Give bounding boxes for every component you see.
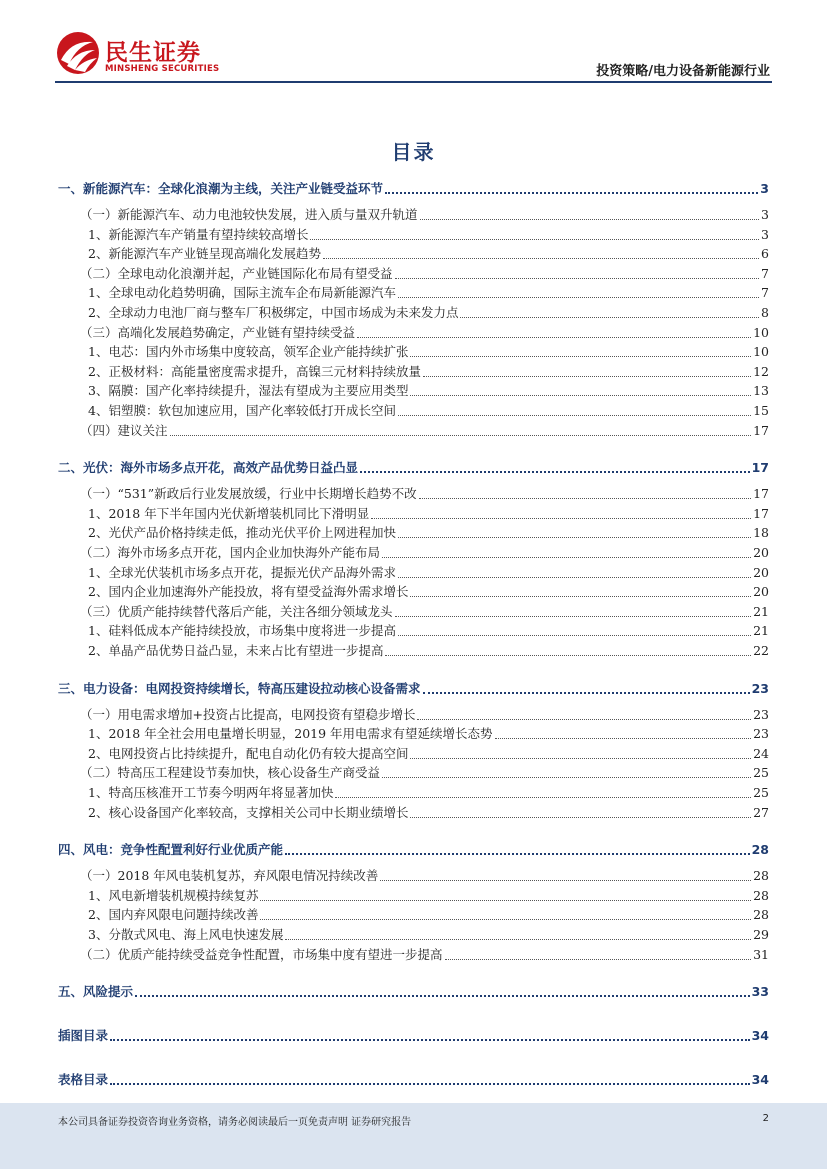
toc-entry-page: 22 (753, 643, 769, 658)
toc-entry-line (58, 1026, 769, 1046)
toc-entry[interactable] (0, 381, 827, 401)
toc-entry[interactable] (0, 523, 827, 543)
toc-entry[interactable] (0, 641, 827, 661)
page-header (0, 0, 827, 82)
toc-entry-text: （一）“531”新政后行业发展放缓，行业中长期增长趋势不改 (80, 486, 417, 501)
toc-entry-line (88, 283, 769, 303)
toc-entry-page: 20 (753, 545, 769, 560)
toc-entry-page: 20 (753, 565, 769, 580)
toc-entry-page: 13 (753, 383, 769, 398)
toc-entry-text: 一、新能源汽车：全球化浪潮为主线，关注产业链受益环节 (58, 181, 384, 196)
toc-entry[interactable] (0, 763, 827, 783)
toc-entry[interactable] (0, 323, 827, 343)
toc-leader-dots (460, 317, 759, 318)
toc-entry[interactable] (0, 925, 827, 945)
toc-entry-page: 28 (753, 868, 769, 883)
toc-leader-dots (410, 596, 751, 597)
toc-entry-text: 插图目录 (58, 1028, 109, 1043)
toc-entry-text: 2、国内企业加速海外产能投放，将有望受益海外需求增长 (88, 584, 409, 599)
toc-entry-line (58, 1070, 769, 1090)
toc-entry-line (80, 264, 769, 284)
toc-leader-dots (371, 518, 751, 519)
toc-leader-dots (423, 692, 750, 694)
toc-entry-page: 29 (753, 927, 769, 942)
toc-entry-text: 3、隔膜：国产化率持续提升，湿法有望成为主要应用类型 (88, 383, 409, 398)
toc-entry[interactable] (0, 303, 827, 323)
toc-leader-dots (285, 939, 751, 940)
toc-entry-page: 24 (753, 746, 769, 761)
toc-entry-line (88, 783, 769, 803)
toc-entry-page: 28 (753, 907, 769, 922)
report-category: 投资策略/电力设备新能源行业 (596, 64, 770, 79)
toc-leader-dots (398, 577, 751, 578)
toc-entry-line (88, 401, 769, 421)
toc-entry-page: 8 (761, 305, 769, 320)
toc-leader-dots (417, 719, 751, 720)
toc-entry[interactable] (0, 724, 827, 744)
toc-entry-page: 6 (761, 246, 769, 261)
toc-entry-text: 1、2018 年全社会用电量增长明显，2019 年用电需求有望延续增长态势 (88, 726, 493, 741)
toc-entry-text: 2、光伏产品价格持续走低，推动光伏平价上网进程加快 (88, 525, 396, 540)
toc-entry-text: 1、全球电动化趋势明确，国际主流车企布局新能源汽车 (88, 285, 396, 300)
toc-entry[interactable] (0, 543, 827, 563)
toc-entry[interactable] (0, 504, 827, 524)
toc-entry[interactable] (0, 179, 827, 199)
toc-entry[interactable] (0, 342, 827, 362)
toc-entry-page: 17 (753, 423, 769, 438)
toc-entry[interactable] (0, 744, 827, 764)
company-logo (55, 30, 220, 80)
toc-entry[interactable] (0, 803, 827, 823)
toc-leader-dots (398, 297, 759, 298)
toc-entry-line (80, 543, 769, 563)
toc-entry-line (80, 945, 769, 965)
toc-entry-line (88, 621, 769, 641)
toc-entry[interactable] (0, 621, 827, 641)
toc-leader-dots (419, 498, 751, 499)
toc-entry-line (58, 982, 769, 1002)
toc-entry-page: 7 (761, 266, 769, 281)
toc-leader-dots (323, 258, 759, 259)
toc-entry-text: （三）优质产能持续替代落后产能，关注各细分领域龙头 (80, 604, 393, 619)
toc-entry-page: 23 (753, 707, 769, 722)
toc-entry[interactable] (0, 866, 827, 886)
toc-entry-text: 1、新能源汽车产销量有望持续较高增长 (88, 227, 309, 242)
toc-entry-text: 2、全球动力电池厂商与整车厂积极绑定，中国市场成为未来发力点 (88, 305, 459, 320)
toc-entry-line (80, 421, 769, 441)
toc-entry-line (88, 582, 769, 602)
toc-entry-text: 四、风电：竞争性配置利好行业优质产能 (58, 842, 284, 857)
toc-entry-page: 17 (753, 486, 769, 501)
toc-entry-page: 21 (753, 623, 769, 638)
toc-entry[interactable] (0, 679, 827, 699)
logo-english-name: MINSHENG SECURITIES (105, 64, 220, 74)
toc-entry-text: 2、核心设备国产化率较高，支撑相关公司中长期业绩增长 (88, 805, 409, 820)
logo-chinese-name: 民生证券 (105, 40, 201, 66)
toc-entry-line (80, 205, 769, 225)
toc-entry-page: 25 (753, 785, 769, 800)
toc-entry-page: 34 (751, 1072, 769, 1087)
toc-entry-line (88, 362, 769, 382)
toc-entry-text: 2、新能源汽车产业链呈现高端化发展趋势 (88, 246, 321, 261)
toc-leader-dots (260, 900, 751, 901)
toc-entry-text: （四）建议关注 (80, 423, 168, 438)
toc-entry-line (88, 303, 769, 323)
toc-entry-page: 17 (751, 460, 769, 475)
toc-entry-text: 3、分散式风电、海上风电快速发展 (88, 927, 284, 942)
toc-entry[interactable] (0, 602, 827, 622)
toc-entry-text: （一）用电需求增加+投资占比提高，电网投资有望稳步增长 (80, 707, 416, 722)
toc-entry-line (80, 602, 769, 622)
toc-entry-text: 五、风险提示 (58, 984, 134, 999)
toc-entry-page: 7 (761, 285, 769, 300)
toc-leader-dots (380, 880, 751, 881)
toc-entry-page: 3 (761, 227, 769, 242)
toc-entry[interactable] (0, 283, 827, 303)
toc-leader-dots (398, 415, 751, 416)
toc-leader-dots (335, 797, 751, 798)
toc-entry-page: 12 (753, 364, 769, 379)
minsheng-logo-icon (55, 30, 101, 76)
toc-leader-dots (110, 1039, 750, 1041)
toc-entry-page: 31 (753, 947, 769, 962)
toc-entry-page: 10 (753, 344, 769, 359)
toc-entry-line (88, 342, 769, 362)
toc-entry-line (88, 381, 769, 401)
toc-leader-dots (385, 192, 758, 194)
toc-entry-page: 10 (753, 325, 769, 340)
toc-entry-text: 1、硅料低成本产能持续投放，市场集中度将进一步提高 (88, 623, 396, 638)
toc-entry-page: 21 (753, 604, 769, 619)
toc-entry[interactable] (0, 458, 827, 478)
toc-entry-text: 1、特高压核准开工节奏今明两年将显著加快 (88, 785, 334, 800)
toc-entry-line (80, 484, 769, 504)
toc-entry-page: 23 (751, 681, 769, 696)
toc-entry-page: 3 (760, 181, 769, 196)
footer-disclaimer: 本公司具备证券投资咨询业务资格，请务必阅读最后一页免责声明 证券研究报告 (58, 1117, 412, 1128)
toc-entry[interactable] (0, 563, 827, 583)
toc-leader-dots (410, 817, 751, 818)
toc-entry-text: 2、国内弃风限电问题持续改善 (88, 907, 259, 922)
toc-leader-dots (398, 635, 751, 636)
toc-leader-dots (260, 919, 751, 920)
page-footer (0, 1103, 827, 1169)
toc-entry-line (88, 886, 769, 906)
toc-entry[interactable] (0, 264, 827, 284)
toc-entry-page: 18 (753, 525, 769, 540)
toc-leader-dots (445, 959, 752, 960)
toc-leader-dots (410, 758, 751, 759)
toc-leader-dots (110, 1083, 750, 1085)
toc-entry-line (88, 225, 769, 245)
toc-entry-line (80, 866, 769, 886)
toc-leader-dots (398, 537, 751, 538)
toc-entry-page: 34 (751, 1028, 769, 1043)
toc-leader-dots (135, 995, 750, 997)
toc-entry-line (88, 504, 769, 524)
toc-entry-line (88, 905, 769, 925)
toc-entry-text: （二）优质产能持续受益竞争性配置，市场集中度有望进一步提高 (80, 947, 443, 962)
toc-entry-page: 33 (751, 984, 769, 999)
toc-entry[interactable] (0, 225, 827, 245)
toc-leader-dots (170, 435, 752, 436)
toc-entry[interactable] (0, 886, 827, 906)
toc-leader-dots (360, 471, 750, 473)
toc-entry-page: 17 (753, 506, 769, 521)
toc-entry-line (88, 523, 769, 543)
toc-leader-dots (285, 853, 750, 855)
toc-entry[interactable] (0, 421, 827, 441)
toc-entry-line (88, 641, 769, 661)
toc-entry-text: （三）高端化发展趋势确定，产业链有望持续受益 (80, 325, 356, 340)
toc-entry-page: 15 (753, 403, 769, 418)
toc-entry-page: 28 (753, 888, 769, 903)
toc-leader-dots (395, 278, 760, 279)
toc-leader-dots (423, 376, 751, 377)
toc-leader-dots (420, 219, 760, 220)
toc-entry-line (80, 323, 769, 343)
toc-title: 目录 (391, 140, 436, 164)
toc-entry-line (88, 724, 769, 744)
toc-entry-line (88, 563, 769, 583)
toc-entry-line (80, 763, 769, 783)
toc-entry-text: 1、风电新增装机规模持续复苏 (88, 888, 259, 903)
toc-entry-text: 1、2018 年下半年国内光伏新增装机同比下滑明显 (88, 506, 370, 521)
toc-entry[interactable] (0, 1026, 827, 1046)
toc-leader-dots (382, 777, 751, 778)
toc-entry-text: （二）全球电动化浪潮并起，产业链国际化布局有望受益 (80, 266, 393, 281)
header-divider (55, 81, 772, 83)
toc-entry-line (58, 840, 769, 860)
toc-entry[interactable] (0, 1070, 827, 1090)
toc-leader-dots (357, 337, 751, 338)
toc-entry[interactable] (0, 840, 827, 860)
toc-entry-page: 3 (761, 207, 769, 222)
toc-leader-dots (395, 616, 752, 617)
toc-entry-line (88, 744, 769, 764)
toc-entry[interactable] (0, 783, 827, 803)
toc-entry-text: 2、单晶产品优势日益凸显，未来占比有望进一步提高 (88, 643, 384, 658)
toc-entry-text: （二）特高压工程建设节奏加快，核心设备生产商受益 (80, 765, 381, 780)
toc-entry-line (58, 679, 769, 699)
toc-entry-text: （一）新能源汽车、动力电池较快发展，进入质与量双升轨道 (80, 207, 418, 222)
toc-entry[interactable] (0, 205, 827, 225)
page-number: 2 (762, 1113, 769, 1124)
toc-entry-text: 三、电力设备：电网投资持续增长，特高压建设拉动核心设备需求 (58, 681, 421, 696)
toc-entry[interactable] (0, 401, 827, 421)
toc-entry-text: 1、电芯：国内外市场集中度较高，领军企业产能持续扩张 (88, 344, 409, 359)
toc-entry[interactable] (0, 484, 827, 504)
toc-leader-dots (410, 356, 751, 357)
toc-entry-line (88, 803, 769, 823)
toc-entry-page: 20 (753, 584, 769, 599)
toc-entry-page: 25 (753, 765, 769, 780)
toc-entry[interactable] (0, 582, 827, 602)
toc-entry-text: 表格目录 (58, 1072, 109, 1087)
toc-entry-page: 27 (753, 805, 769, 820)
toc-entry[interactable] (0, 945, 827, 965)
toc-entry-text: 2、正极材料：高能量密度需求提升，高镍三元材料持续放量 (88, 364, 421, 379)
toc-entry[interactable] (0, 362, 827, 382)
toc-leader-dots (385, 655, 751, 656)
toc-entry-line (88, 925, 769, 945)
toc-entry-line (58, 458, 769, 478)
toc-entry-line (88, 244, 769, 264)
toc-entry-text: 二、光伏：海外市场多点开花，高效产品优势日益凸显 (58, 460, 359, 475)
toc-entry-line (58, 179, 769, 199)
toc-leader-dots (310, 239, 759, 240)
toc-entry[interactable] (0, 982, 827, 1002)
toc-leader-dots (382, 557, 751, 558)
toc-entry[interactable] (0, 244, 827, 264)
toc-entry-line (80, 705, 769, 725)
toc-entry-text: 2、电网投资占比持续提升，配电自动化仍有较大提高空间 (88, 746, 409, 761)
toc-entry-text: 4、铝塑膜：软包加速应用，国产化率较低打开成长空间 (88, 403, 396, 418)
toc-entry-text: 1、全球光伏装机市场多点开花，提振光伏产品海外需求 (88, 565, 396, 580)
toc-leader-dots (410, 395, 751, 396)
toc-entry-page: 23 (753, 726, 769, 741)
toc-entry-page: 28 (751, 842, 769, 857)
toc-leader-dots (495, 738, 752, 739)
toc-entry-text: （二）海外市场多点开花，国内企业加快海外产能布局 (80, 545, 381, 560)
toc-entry[interactable] (0, 705, 827, 725)
toc-entry-text: （一）2018 年风电装机复苏，弃风限电情况持续改善 (80, 868, 379, 883)
toc-entry[interactable] (0, 905, 827, 925)
